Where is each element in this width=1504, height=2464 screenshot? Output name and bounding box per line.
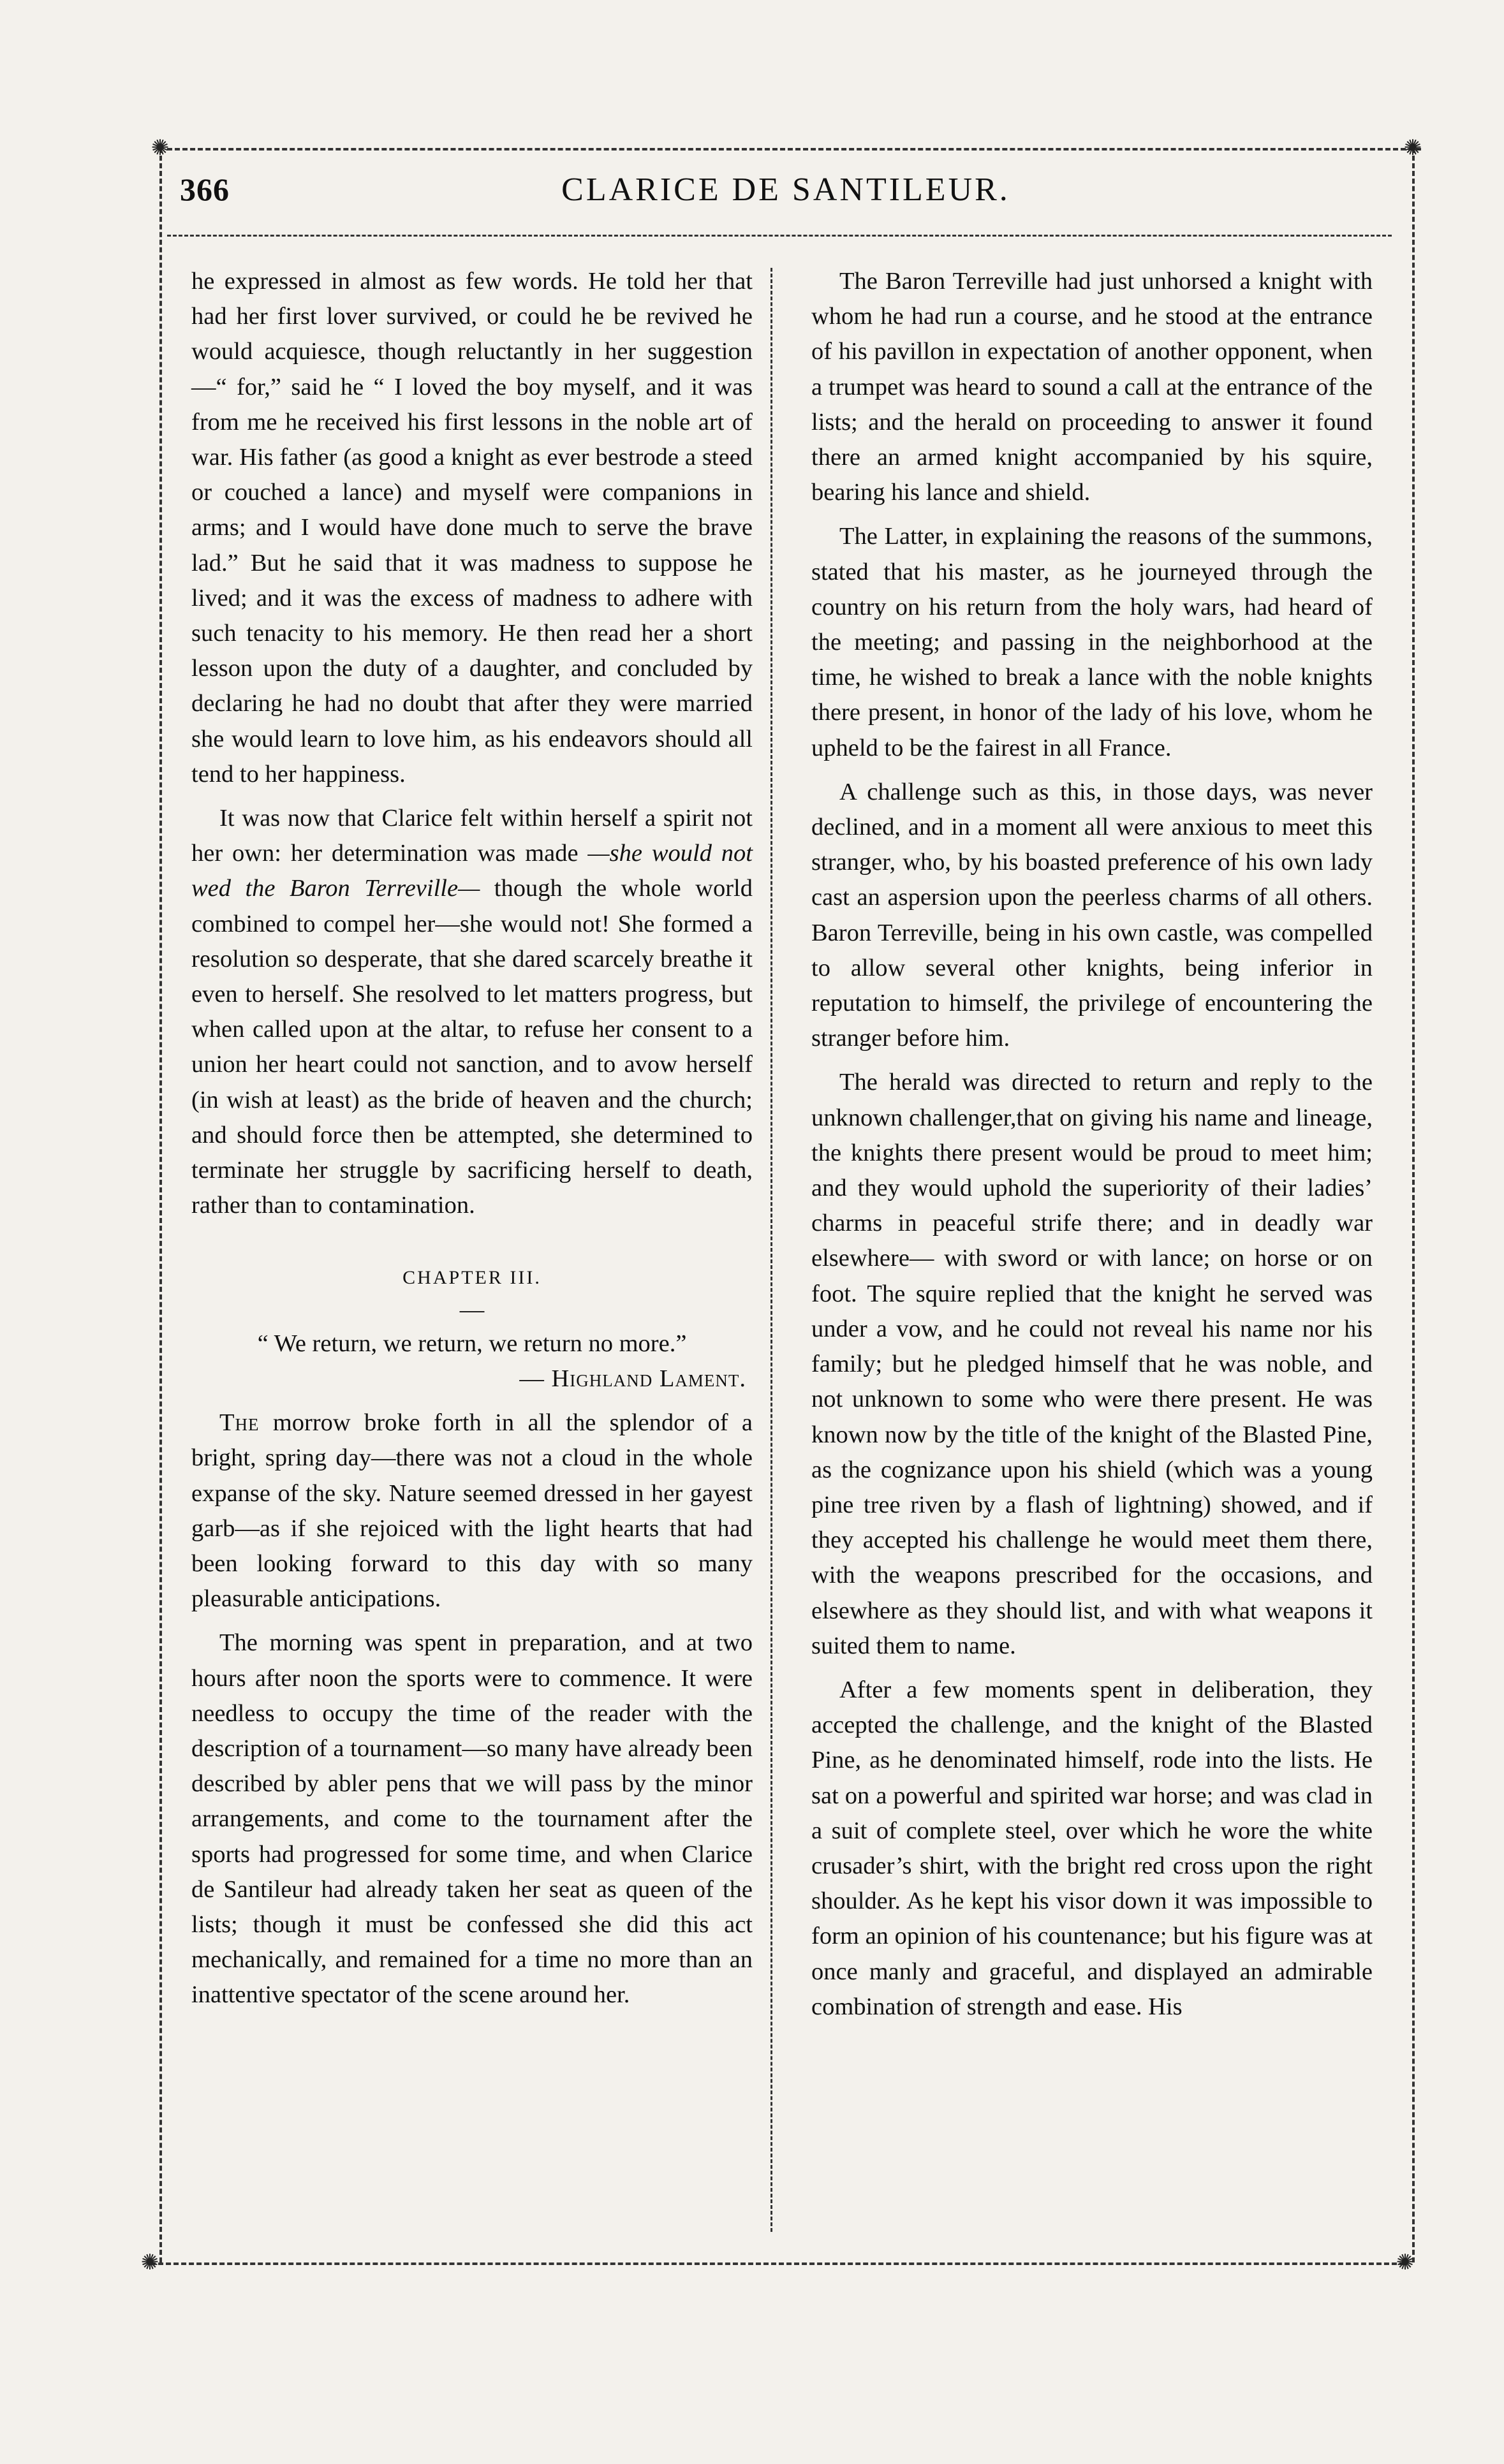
corner-ornament-icon: ✺ xyxy=(140,2251,159,2275)
paragraph: The Baron Terreville had just unhorsed a knight with whom he had run a course, and he stood at the entrance of his pavillon in expectation of another opponent, when a trumpet was heard to sound a call at the entrance of the lists; and the herald on proceeding to answer it found there an armed knight accompanied by his squire, bearing his lance and shield. xyxy=(811,268,1373,506)
lead-word: The xyxy=(219,1409,260,1437)
paragraph-text: morrow broke forth in all the splendor of a bright, spring day—there was not a cloud in the whole expanse of the sky. Nature seemed dressed in her gayest garb—as if she rejoiced with the light hearts that had been looking forward to this day with so many pleasurable anticipations. xyxy=(191,1409,753,1613)
top-border xyxy=(167,148,1421,150)
header-rule xyxy=(167,235,1392,237)
chapter-dash: — xyxy=(459,1296,485,1323)
corner-ornament-icon: ✺ xyxy=(1403,136,1422,160)
paragraph xyxy=(191,801,753,1223)
left-border xyxy=(159,148,162,2262)
running-title: CLARICE DE SANTILEUR. xyxy=(561,172,1010,208)
chapter-heading: CHAPTER III. xyxy=(402,1267,542,1289)
emphasis-text: —she would not wed the Baron Terreville— xyxy=(191,840,753,902)
paragraph xyxy=(191,1405,753,1617)
paragraph: A challenge such as this, in those days, was never declined, and in a moment all were anxious to meet this stranger, who, by his boasted preference of his own lady cast an aspersion upon the peerless charms of all others. Baron Terreville, being in his own castle, was compelled to allow several other knights, being inferior in reputation to himself, the privilege of encountering the stranger before him. xyxy=(811,778,1373,1052)
paragraph: After a few moments spent in deliberation, they accepted the challenge, and the knight of the Blasted Pine, as he denominated himself, rode into the lists. He sat on a powerful and spirited war horse; and was clad in a suit of complete steel, over which he wore the white crusader’s shirt, with the bright red cross upon the right shoulder. As he kept his visor down it was impossible to form an opinion of his countenance; but his figure was at once manly and graceful, and displayed an admirable combination of strength and ease. His xyxy=(811,1676,1373,2020)
epigraph-attribution: — Highland Lament. xyxy=(519,1365,746,1392)
corner-ornament-icon: ✺ xyxy=(151,136,170,160)
column-divider xyxy=(770,268,772,2232)
paragraph: The morning was spent in preparation, and at two hours after noon the sports were to commence. It were needless to occupy the time of the reader with the description of a tournament—so many have already been described by abler pens that we will pass by the minor arrangements, and come to the tournament after the sports had progressed for some time, and when Clarice de Santileur had already taken her seat as queen of the lists; though it must be confessed she did this act mechanically, and remained for a time no more than an inattentive spectator of the scene around her. xyxy=(191,1629,753,2009)
right-column xyxy=(811,264,1373,2025)
paragraph-text: though the whole world combined to compel her—she would not! She formed a resolution so desperate, that she dared scarcely breathe it even to herself. She resolved to let matters progress, but when called upon at the altar, to refuse her consent to a union her heart could not sanction, and to avow herself (in wish at least) as the bride of heaven and the church; and should force then be attempted, she determined to terminate her struggle by sacrificing herself to death, rather than to contamination. xyxy=(191,875,753,1219)
paragraph: he expressed in almost as few words. He told her that had her first lover survived, or could he be revived he would acquiesce, though reluctantly in her suggestion—“ for,” said he “ I loved the boy myself, and it was from me he received his first lessons in the noble art of war. His father (as good a knight as ever bestrode a steed or couched a lance) and myself were companions in arms; and I would have done much to serve the brave lad.” But he said that it was madness to suppose he lived; and it was the excess of madness to adhere with such tenacity to his memory. He then read her a short lesson upon the duty of a daughter, and concluded by declaring he had no doubt that after they were married she would learn to love him, as his endeavors should all tend to her happiness. xyxy=(191,268,753,788)
right-border xyxy=(1412,148,1415,2262)
paragraph: The Latter, in explaining the reasons of the summons, stated that his master, as he journeyed through the country on his return from the holy wars, had heard of the meeting; and passing in the neighborhood at the time, he wished to break a lance with the noble knights there present, in honor of the lady of his love, whom he upheld to be the fairest in all France. xyxy=(811,523,1373,761)
paragraph-text: It was now that Clarice felt within herself a spirit not her own: her determination was made xyxy=(191,805,753,867)
paragraph: The herald was directed to return and reply to the unknown challenger,that on giving his name and lineage, the knights there present would be proud to meet him; and they would uphold the superiority of their ladies’ charms in peaceful strife there; and in deadly war elsewhere— with sword or with lance; on horse or on foot. The squire replied that the knight he served was under a vow, and he could not reveal his name nor his family; but he pledged himself that he was noble, and not unknown to some who were there present. He was known now by the title of the knight of the Blasted Pine, as the cognizance upon his shield (which was a young pine tree riven by a flash of lightning) showed, and if they accepted his challenge he would meet them there, with the weapons prescribed for the occasions, and elsewhere as they should list, and with what weapons it suited them to name. xyxy=(811,1069,1373,1659)
page-number: 366 xyxy=(180,172,230,207)
bottom-border xyxy=(151,2262,1404,2265)
left-column xyxy=(191,264,753,2013)
epigraph: “ We return, we return, we return no more.” xyxy=(257,1330,687,1357)
page-header xyxy=(180,171,1392,216)
corner-ornament-icon: ✺ xyxy=(1396,2251,1415,2275)
